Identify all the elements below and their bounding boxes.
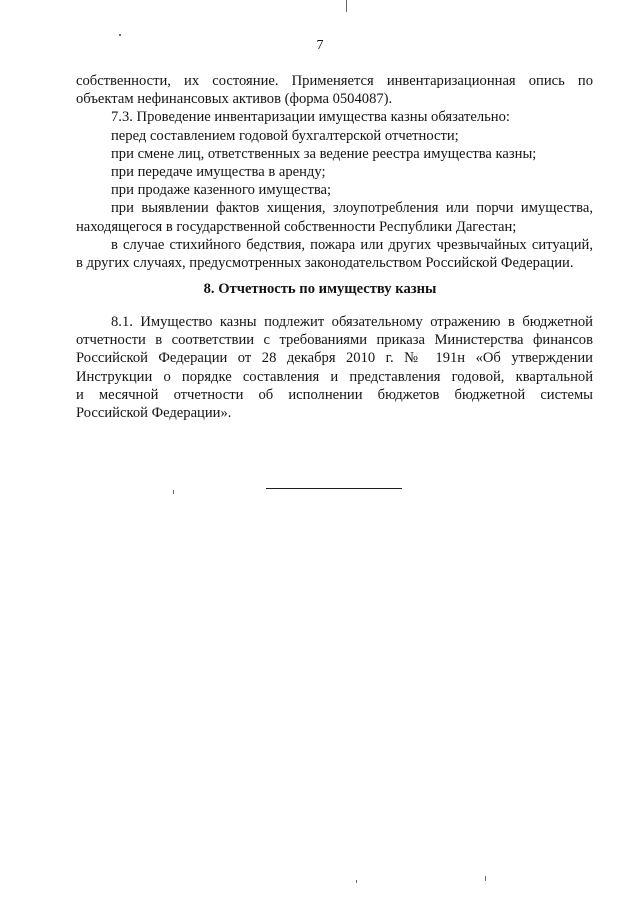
section-8-text [76, 313, 593, 422]
list-item: в случае стихийного бедствия, пожара или других чрезвычайных ситуаций, [111, 236, 593, 253]
list-item: при смене лиц, ответственных за ведение реестра имущества казны; [111, 145, 537, 162]
paragraph-line: Российской Федерации от 28 декабря 2010 г. № 191н «Об утверждении [76, 350, 593, 367]
scan-artifact [346, 0, 347, 12]
list-item: при передаче имущества в аренду; [111, 164, 326, 181]
section-7-text [76, 72, 593, 272]
paragraph-line: Инструкции о порядке составления и представления годовой, квартальной [76, 368, 593, 385]
page-number: 7 [316, 38, 324, 53]
scan-artifact [356, 880, 357, 883]
section-heading: 8. Отчетность по имуществу казны [203, 281, 437, 297]
paragraph-line: 8.1. Имущество казны подлежит обязательному отражению в бюджетной [111, 314, 593, 330]
scan-artifact [119, 34, 121, 36]
paragraph-line: объектам нефинансовых активов (форма 0504087). [76, 91, 393, 108]
paragraph-line: 7.3. Проведение инвентаризации имущества казны обязательно: [111, 109, 510, 126]
end-of-document-rule [266, 488, 402, 489]
list-item-continuation: находящегося в государственной собственности Республики Дагестан; [76, 218, 517, 235]
paragraph-line: отчетности в соответствии с требованиями приказа Министерства финансов [76, 332, 593, 349]
paragraph-line: и месячной отчетности об исполнении бюджетов бюджетной системы [76, 386, 593, 403]
list-item: при продаже казенного имущества; [111, 182, 332, 199]
paragraph-line: Российской Федерации». [76, 405, 232, 422]
scan-artifact [485, 876, 486, 881]
scan-artifact [173, 490, 174, 494]
list-item: в других случаях, предусмотренных законодательством Российской Федерации. [76, 255, 574, 272]
list-item: при выявлении фактов хищения, злоупотребления или порчи имущества, [111, 200, 593, 217]
list-item: перед составлением годовой бухгалтерской отчетности; [111, 127, 459, 144]
paragraph-line: собственности, их состояние. Применяется инвентаризационная опись по [76, 73, 593, 89]
